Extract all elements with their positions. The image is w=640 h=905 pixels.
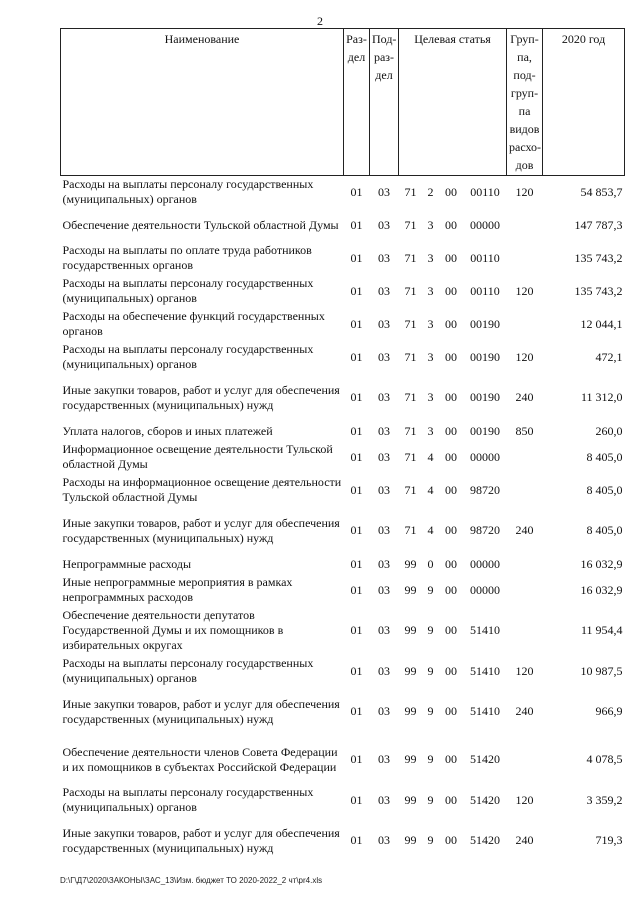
row-amount: 11 954,4 bbox=[580, 623, 623, 637]
row-target-program: 71 bbox=[404, 283, 417, 298]
row-razdel: 01 bbox=[350, 582, 363, 597]
row-name: Обеспечение деятельности членов Совета Федерации и их помощников в субъектах Российской Федерации bbox=[62, 744, 338, 774]
row-amount: 8 405,0 bbox=[586, 449, 623, 464]
row-name: Расходы на выплаты персоналу государственных (муниципальных) органов bbox=[62, 785, 314, 814]
row-group bbox=[507, 441, 543, 474]
row-target-code: 00110 bbox=[470, 283, 500, 298]
table-row bbox=[61, 655, 625, 688]
row-group: 120 bbox=[515, 184, 534, 199]
row-target-direction: 00 bbox=[445, 792, 457, 807]
table-row bbox=[61, 341, 625, 374]
row-razdel: 01 bbox=[350, 184, 363, 199]
row-amount: 16 032,9 bbox=[580, 582, 623, 597]
row-target-program: 71 bbox=[404, 523, 417, 537]
table-row bbox=[61, 607, 625, 655]
row-target-program: 99 bbox=[404, 582, 417, 597]
row-target-direction: 00 bbox=[445, 250, 457, 265]
row-target-direction: 00 bbox=[445, 482, 457, 497]
row-target-code: 51420 bbox=[470, 833, 500, 847]
row-amount: 135 743,2 bbox=[574, 283, 623, 298]
row-target-code: 51410 bbox=[470, 663, 500, 678]
table-header-row bbox=[61, 29, 625, 176]
row-target-code: 00110 bbox=[470, 184, 500, 199]
row-podrazdel: 03 bbox=[378, 423, 390, 438]
row-target-program: 71 bbox=[404, 482, 417, 497]
row-name: Расходы на выплаты персоналу государственных (муниципальных) органов bbox=[62, 342, 314, 371]
row-target-direction: 00 bbox=[445, 556, 457, 571]
row-group bbox=[507, 555, 543, 574]
header-podrazdel: Под-раз-дел bbox=[370, 29, 399, 176]
row-name: Расходы на выплаты персоналу государственных (муниципальных) органов bbox=[62, 177, 314, 207]
row-amount: 8 405,0 bbox=[586, 523, 623, 537]
row-target-direction: 00 bbox=[445, 184, 457, 199]
row-podrazdel: 03 bbox=[378, 582, 390, 597]
row-group: 240 bbox=[515, 523, 534, 537]
row-target-direction: 00 bbox=[445, 663, 457, 678]
row-razdel: 01 bbox=[350, 250, 363, 265]
row-name: Иные закупки товаров, работ и услуг для обеспечения государственных (муниципальных) нужд bbox=[62, 696, 340, 726]
row-razdel: 01 bbox=[350, 349, 363, 364]
row-amount: 4 078,5 bbox=[586, 752, 623, 766]
header-year: 2020 год bbox=[543, 29, 625, 176]
table-row bbox=[61, 574, 625, 607]
row-target-subprogram: 4 bbox=[427, 482, 434, 497]
row-target-code: 00000 bbox=[470, 217, 500, 232]
row-name: Обеспечение деятельности депутатов Государственной Думы и их помощников в избирательных округах bbox=[62, 608, 284, 652]
row-name: Иные закупки товаров, работ и услуг для обеспечения государственных (муниципальных) нужд bbox=[62, 382, 340, 412]
row-target-code: 00190 bbox=[470, 423, 500, 438]
row-group bbox=[507, 242, 543, 275]
row-target-code: 00000 bbox=[470, 582, 500, 597]
table-row bbox=[61, 275, 625, 308]
row-target-subprogram: 9 bbox=[427, 752, 434, 766]
row-amount: 135 743,2 bbox=[574, 250, 623, 265]
row-name: Непрограммные расходы bbox=[62, 556, 192, 571]
row-target-direction: 00 bbox=[445, 316, 457, 331]
row-target-program: 71 bbox=[404, 316, 417, 331]
row-target-subprogram: 3 bbox=[427, 390, 434, 404]
row-target-direction: 00 bbox=[445, 833, 457, 847]
table-row bbox=[61, 784, 625, 817]
row-amount: 260,0 bbox=[595, 423, 623, 438]
row-target-subprogram: 9 bbox=[427, 582, 434, 597]
row-target-direction: 00 bbox=[445, 582, 457, 597]
row-podrazdel: 03 bbox=[378, 250, 390, 265]
row-razdel: 01 bbox=[350, 704, 363, 718]
row-target-subprogram: 0 bbox=[427, 556, 434, 571]
row-group bbox=[507, 607, 543, 655]
row-target-code: 51410 bbox=[470, 704, 500, 718]
table-row bbox=[61, 308, 625, 341]
row-amount: 16 032,9 bbox=[580, 556, 623, 571]
row-target-direction: 00 bbox=[445, 752, 457, 766]
row-target-code: 51420 bbox=[470, 792, 500, 807]
row-target-program: 99 bbox=[404, 556, 417, 571]
row-podrazdel: 03 bbox=[378, 556, 390, 571]
row-amount: 11 312,0 bbox=[580, 390, 623, 404]
row-name: Иные закупки товаров, работ и услуг для обеспечения государственных (муниципальных) нужд bbox=[62, 515, 340, 545]
row-podrazdel: 03 bbox=[378, 523, 390, 537]
row-amount: 8 405,0 bbox=[586, 482, 623, 497]
row-target-code: 00190 bbox=[470, 349, 500, 364]
row-amount: 966,9 bbox=[595, 704, 623, 718]
row-target-subprogram: 9 bbox=[427, 792, 434, 807]
row-name: Иные закупки товаров, работ и услуг для обеспечения государственных (муниципальных) нужд bbox=[62, 825, 340, 855]
row-target-direction: 00 bbox=[445, 449, 457, 464]
row-target-subprogram: 2 bbox=[427, 184, 434, 199]
row-razdel: 01 bbox=[350, 752, 363, 766]
row-razdel: 01 bbox=[350, 449, 363, 464]
row-target-code: 98720 bbox=[470, 482, 500, 497]
row-amount: 147 787,3 bbox=[574, 217, 623, 232]
row-target-subprogram: 3 bbox=[427, 349, 434, 364]
row-target-direction: 00 bbox=[445, 523, 457, 537]
row-target-direction: 00 bbox=[445, 704, 457, 718]
row-target-program: 99 bbox=[404, 663, 417, 678]
row-group: 850 bbox=[515, 423, 534, 438]
row-podrazdel: 03 bbox=[378, 792, 390, 807]
table-row bbox=[61, 688, 625, 736]
row-group bbox=[507, 474, 543, 507]
row-group bbox=[507, 209, 543, 242]
row-podrazdel: 03 bbox=[378, 349, 390, 364]
row-name: Иные непрограммные мероприятия в рамках непрограммных расходов bbox=[62, 575, 293, 604]
row-target-program: 99 bbox=[404, 833, 417, 847]
row-group: 240 bbox=[515, 390, 534, 404]
row-name: Расходы на информационное освещение деятельности Тульской областной Думы bbox=[62, 475, 342, 504]
row-target-direction: 00 bbox=[445, 349, 457, 364]
row-podrazdel: 03 bbox=[378, 283, 390, 298]
row-razdel: 01 bbox=[350, 623, 363, 637]
row-target-program: 71 bbox=[404, 449, 417, 464]
row-podrazdel: 03 bbox=[378, 316, 390, 331]
row-podrazdel: 03 bbox=[378, 752, 390, 766]
row-name: Расходы на обеспечение функций государственных органов bbox=[62, 309, 325, 338]
row-target-code: 00190 bbox=[470, 390, 500, 404]
table-row bbox=[61, 209, 625, 242]
row-target-subprogram: 3 bbox=[427, 423, 434, 438]
row-amount: 54 853,7 bbox=[580, 184, 623, 199]
row-group: 240 bbox=[515, 833, 534, 847]
file-path-footer: D:\Г\Д7\2020\ЗАКОНЫ\ЗАС_13\Изм. бюджет ТО 2020-2022_2 чт\pr4.xls bbox=[60, 876, 323, 885]
row-razdel: 01 bbox=[350, 423, 363, 438]
row-razdel: 01 bbox=[350, 663, 363, 678]
row-target-code: 00190 bbox=[470, 316, 500, 331]
row-target-code: 00110 bbox=[470, 250, 500, 265]
row-razdel: 01 bbox=[350, 390, 363, 404]
row-target-subprogram: 3 bbox=[427, 283, 434, 298]
table-row bbox=[61, 176, 625, 209]
row-group: 120 bbox=[515, 283, 534, 298]
page-number: 2 bbox=[317, 14, 323, 28]
row-target-code: 00000 bbox=[470, 449, 500, 464]
row-name: Информационное освещение деятельности Тульской областной Думы bbox=[62, 442, 333, 471]
row-target-subprogram: 3 bbox=[427, 316, 434, 331]
row-group: 120 bbox=[515, 349, 534, 364]
row-podrazdel: 03 bbox=[378, 704, 390, 718]
row-target-code: 00000 bbox=[470, 556, 500, 571]
header-name: Наименование bbox=[61, 29, 344, 176]
row-target-code: 98720 bbox=[470, 523, 500, 537]
row-target-subprogram: 3 bbox=[427, 250, 434, 265]
table-row bbox=[61, 374, 625, 422]
row-target-direction: 00 bbox=[445, 217, 457, 232]
row-group: 120 bbox=[515, 792, 534, 807]
row-target-subprogram: 4 bbox=[427, 523, 434, 537]
row-target-program: 71 bbox=[404, 184, 417, 199]
row-target-program: 71 bbox=[404, 250, 417, 265]
table-row bbox=[61, 474, 625, 507]
row-target-subprogram: 4 bbox=[427, 449, 434, 464]
table-row bbox=[61, 736, 625, 784]
row-target-direction: 00 bbox=[445, 390, 457, 404]
row-razdel: 01 bbox=[350, 792, 363, 807]
row-target-subprogram: 9 bbox=[427, 623, 434, 637]
row-target-subprogram: 3 bbox=[427, 217, 434, 232]
row-target-subprogram: 9 bbox=[427, 663, 434, 678]
row-target-program: 99 bbox=[404, 752, 417, 766]
row-razdel: 01 bbox=[350, 217, 363, 232]
row-target-direction: 00 bbox=[445, 283, 457, 298]
row-podrazdel: 03 bbox=[378, 482, 390, 497]
row-target-program: 99 bbox=[404, 704, 417, 718]
table-row bbox=[61, 422, 625, 441]
row-podrazdel: 03 bbox=[378, 217, 390, 232]
row-target-program: 71 bbox=[404, 217, 417, 232]
row-amount: 12 044,1 bbox=[580, 316, 623, 331]
row-target-subprogram: 9 bbox=[427, 704, 434, 718]
row-target-subprogram: 9 bbox=[427, 833, 434, 847]
row-target-direction: 00 bbox=[445, 423, 457, 438]
row-target-program: 71 bbox=[404, 390, 417, 404]
row-target-code: 51410 bbox=[470, 623, 500, 637]
row-podrazdel: 03 bbox=[378, 663, 390, 678]
table-row bbox=[61, 242, 625, 275]
row-razdel: 01 bbox=[350, 316, 363, 331]
row-target-code: 51420 bbox=[470, 752, 500, 766]
table-row bbox=[61, 817, 625, 865]
row-group bbox=[507, 574, 543, 607]
row-razdel: 01 bbox=[350, 556, 363, 571]
row-razdel: 01 bbox=[350, 283, 363, 298]
header-group: Груп-па, под-груп-па видов расхо-дов bbox=[507, 29, 543, 176]
row-name: Расходы на выплаты персоналу государственных (муниципальных) органов bbox=[62, 656, 314, 685]
row-group bbox=[507, 736, 543, 784]
table-row bbox=[61, 441, 625, 474]
row-target-program: 71 bbox=[404, 423, 417, 438]
row-podrazdel: 03 bbox=[378, 623, 390, 637]
row-podrazdel: 03 bbox=[378, 449, 390, 464]
row-name: Уплата налогов, сборов и иных платежей bbox=[62, 423, 273, 438]
header-razdel: Раз-дел bbox=[344, 29, 370, 176]
budget-table bbox=[60, 28, 625, 865]
row-group bbox=[507, 308, 543, 341]
row-razdel: 01 bbox=[350, 833, 363, 847]
row-podrazdel: 03 bbox=[378, 390, 390, 404]
row-group: 240 bbox=[515, 704, 534, 718]
row-podrazdel: 03 bbox=[378, 184, 390, 199]
row-amount: 3 359,2 bbox=[586, 792, 623, 807]
row-name: Обеспечение деятельности Тульской областной Думы bbox=[62, 217, 339, 232]
table-row bbox=[61, 507, 625, 555]
row-amount: 472,1 bbox=[595, 349, 623, 364]
header-target: Целевая статья bbox=[399, 29, 507, 176]
row-target-program: 99 bbox=[404, 792, 417, 807]
row-amount: 10 987,5 bbox=[580, 663, 623, 678]
row-target-direction: 00 bbox=[445, 623, 457, 637]
row-group: 120 bbox=[515, 663, 534, 678]
row-name: Расходы на выплаты персоналу государственных (муниципальных) органов bbox=[62, 276, 314, 305]
row-amount: 719,3 bbox=[595, 833, 623, 847]
row-name: Расходы на выплаты по оплате труда работников государственных органов bbox=[62, 243, 312, 272]
row-razdel: 01 bbox=[350, 523, 363, 537]
row-target-program: 99 bbox=[404, 623, 417, 637]
table-row bbox=[61, 555, 625, 574]
row-podrazdel: 03 bbox=[378, 833, 390, 847]
row-razdel: 01 bbox=[350, 482, 363, 497]
row-target-program: 71 bbox=[404, 349, 417, 364]
